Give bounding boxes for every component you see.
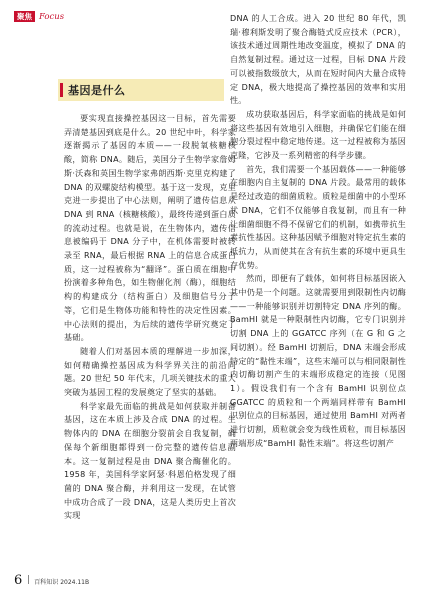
left-column xyxy=(64,112,236,523)
section-header xyxy=(14,11,64,22)
paragraph: 科学家最先面临的挑战是如何获取并制备基因，这在本质上涉及合成 DNA 的过程。生物体内的 DNA 在细胞分裂前会自我复制，确保每个新细胞都得到一份完整的遗传信息副本。这一复制过程是由 DNA 聚合酶催化的。1958 年，美国科学家阿瑟·科恩伯格发现了细菌的 DNA 聚合酶，并利用这一发现，在试管中成功合成了一段 DNA，这是人类历史上首次实现 xyxy=(64,401,236,521)
section-heading-text: 基因是什么 xyxy=(68,84,126,97)
section-tag-en: Focus xyxy=(39,11,65,22)
publication-info: 百科知识 2024.11B xyxy=(34,579,90,586)
paragraph: 首先，我们需要一个基因载体——一种能够在细胞内自主复制的 DNA 片段。最常用的载体是经过改造的细菌质粒。质粒是细菌中的小型环状 DNA，它们不仅能够自我复制，而且有一种让细菌细胞不得不保留它们的机制，如携带抗生素抗性基因。这种基因赋予细胞对特定抗生素的抵抗力，从而使其在含有抗生素的环境中更具生存优势。 xyxy=(230,164,406,270)
footer-divider xyxy=(28,575,29,584)
heading-accent-bar xyxy=(60,83,63,97)
section-tag: 聚焦 xyxy=(14,11,35,22)
paragraph: 成功获取基因后，科学家面临的挑战是如何将这些基因有效地引入细胞，并确保它们能在细胞分裂过程中稳定地传递。这一过程被称为基因克隆，它涉及一系列精密的科学步骤。 xyxy=(230,109,406,161)
page-number: 6 xyxy=(14,573,23,588)
paragraph: 要实现直接操控基因这一目标，首先需要弄清楚基因到底是什么。20 世纪中叶，科学家逐渐揭示了基因的本质——一段脱氧核糖核酸，简称 DNA。随后，美国分子生物学家詹姆斯·沃森和英国生物学家弗朗西斯·克里克构建了 DNA 的双螺旋结构模型。基于这一发现，克里克进一步提出了中心法则，阐明了遗传信息从 DNA 到 RNA（核糖核酸），最终传递到蛋白质的流动过程。也就是说，在生物体内，遗传信息被编码于 DNA 分子中，在机体需要时被转录至 RNA，最后根据 RNA 上的信息合成蛋白质，这一过程被称为“翻译”。蛋白质在细胞中扮演着多种角色，如生物催化剂（酶），细胞结构的构建成分（结构蛋白）及细胞信号分子等，它们是生物体功能和特性的决定性因素。中心法则的提出，为后续的遗传学研究奠定了基础。 xyxy=(64,114,236,343)
paragraph: 然而，即便有了载体，如何将目标基因嵌入其中仍是一个问题。这就需要用到限制性内切酶——一种能够识别并切割特定 DNA 序列的酶。BamHI 就是一种限制性内切酶，它专门识别并切割 DNA 上的 GGATCC 序列（在 G 和 G 之间切割）。经 BamHI 切割后，DNA 末端会形成特定的“黏性末端”，这些末端可以与相同限制性内切酶切割产生的末端形成稳定的连接（见图 1）。假设我们有一个含有 BamHI 识别位点 GGATCC 的质粒和一个两端同样带有 BamHI 识别位点的目标基因，通过使用 BamHI 对两者进行切割，质粒就会变为线性质粒，而目标基因两端形成“BamHI 黏性末端”。将这些切割产 xyxy=(230,274,406,448)
page-footer xyxy=(14,573,89,588)
paragraph: 随着人们对基因本质的理解进一步加深，如何精确操控基因成为科学界关注的前沿问题。20 世纪 50 年代末，几项关键技术的重大突破为基因工程的发展奠定了坚实的基础。 xyxy=(64,346,236,398)
right-column xyxy=(230,12,406,451)
paragraph: DNA 的人工合成。进入 20 世纪 80 年代，凯瑞·穆利斯发明了聚合酶链式反应技术（PCR），该技术通过周期性地改变温度，模拟了 DNA 的自然复制过程。通过这一过程，目标 DNA 片段可以被指数级放大，从而在短时间内大量合成特定 DNA，极大地提高了操控基因的效率和实用性。 xyxy=(230,14,406,106)
section-heading xyxy=(58,79,224,101)
